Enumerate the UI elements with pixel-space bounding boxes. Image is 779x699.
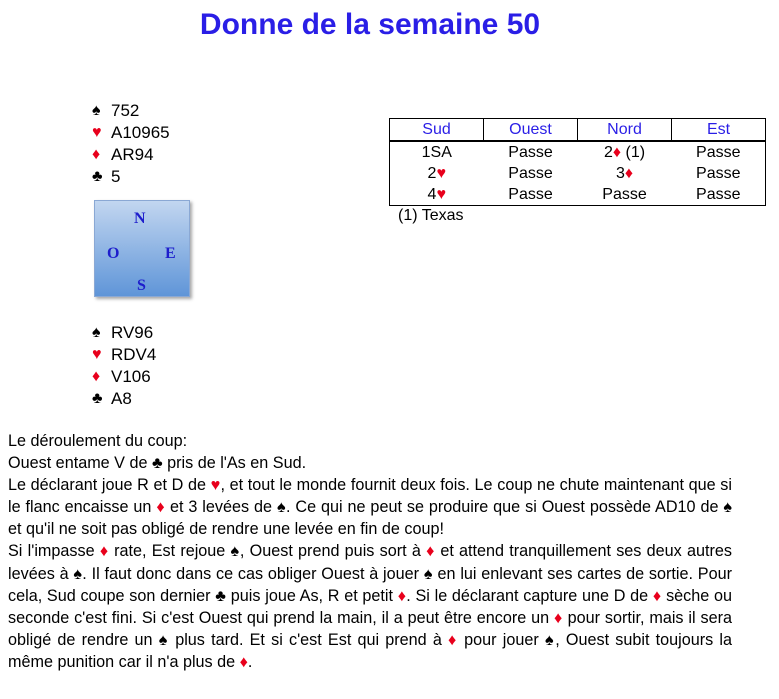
text-run: pour jouer <box>458 630 545 649</box>
diamond-icon: ♦ <box>448 630 458 649</box>
diamond-icon: ♦ <box>239 652 248 671</box>
text-run: plus tard. Et si c'est Est qui prend à <box>169 630 449 649</box>
text-run: pour sortir, mais il sera obligé de rendre un <box>8 608 732 649</box>
bid-cell: Passe <box>602 185 647 203</box>
text-run: . Il faut donc dans ce cas obliger Ouest à jouer <box>82 564 424 583</box>
spade-icon: ♠ <box>230 542 240 561</box>
bid-cell: Passe <box>672 141 766 163</box>
spade-icon: ♠ <box>158 630 170 649</box>
north-hearts-cards: A10965 <box>111 123 170 142</box>
compass-box <box>94 200 190 297</box>
bid-level: 3 <box>615 164 625 182</box>
spade-icon: ♠ <box>92 324 101 341</box>
text-run: et 3 levées de <box>165 498 277 517</box>
compass-east: E <box>165 245 176 262</box>
south-hearts-cards: RDV4 <box>111 345 157 364</box>
compass-west: O <box>107 245 120 262</box>
bid-cell <box>578 163 672 184</box>
header-est: Est <box>672 119 766 142</box>
south-diamonds <box>92 366 156 388</box>
text-run: Le déclarant joue R et D de <box>8 476 211 495</box>
diamond-icon: ♦ <box>99 542 109 561</box>
club-icon: ♣ <box>92 168 103 185</box>
north-spades-cards: 752 <box>111 101 140 120</box>
club-icon: ♣ <box>151 454 163 473</box>
compass-north: N <box>134 210 146 227</box>
north-diamonds <box>92 144 170 166</box>
bidding-row <box>390 184 766 206</box>
diamond-icon: ♦ <box>652 586 662 605</box>
north-diamonds-cards: AR94 <box>111 145 154 164</box>
compass-south: S <box>137 277 146 294</box>
north-hand <box>92 100 170 188</box>
bid-level: 2 <box>427 164 437 182</box>
bidding-note: (1) Texas <box>398 207 464 224</box>
bid-cell: Passe <box>508 185 553 203</box>
club-icon: ♣ <box>215 586 227 605</box>
text-run: Si l'impasse <box>8 542 100 561</box>
bid-cell: 1SA <box>390 141 484 163</box>
text-run: rate, Est rejoue <box>108 542 231 561</box>
header-nord: Nord <box>578 119 672 142</box>
heart-icon: ♥ <box>92 346 102 363</box>
south-hearts <box>92 344 156 366</box>
south-clubs <box>92 388 156 410</box>
text-run: puis joue As, R et petit <box>226 586 398 605</box>
text-run: pris de l'As en Sud. <box>162 454 307 473</box>
text-run: , et tout le monde fournit deux fois. Le coup ne chute maintenant que si le flanc encaisse un <box>8 476 732 517</box>
bid-cell: Passe <box>696 164 741 182</box>
south-diamonds-cards: V106 <box>111 367 151 386</box>
text-run: et qu'il ne soit pas obligé de rendre une levée en fin de coup! <box>8 520 444 539</box>
bid-cell <box>390 184 484 206</box>
narrative-paragraph <box>8 452 732 474</box>
bid-level: 4 <box>427 185 437 203</box>
bid-cell: Passe <box>696 185 741 203</box>
bidding-header-row <box>390 119 766 142</box>
bid-cell <box>390 163 484 184</box>
diamond-icon: ♦ <box>156 498 166 517</box>
north-hearts <box>92 122 170 144</box>
diamond-icon: ♦ <box>554 608 563 627</box>
south-hand <box>92 322 156 410</box>
text-run: sèche ou seconde c'est fini. Si c'est Ouest qui prend la main, il a peut être encore un <box>8 586 732 627</box>
bidding-table <box>389 118 766 206</box>
diamond-icon: ♦ <box>624 164 634 182</box>
header-ouest: Ouest <box>484 119 578 142</box>
narrative-paragraph <box>8 540 732 673</box>
text-run: en lui enlevant ses cartes de sortie. Pour cela, Sud coupe son dernier <box>8 564 732 605</box>
club-icon: ♣ <box>92 390 103 407</box>
diamond-icon: ♦ <box>92 368 101 385</box>
bid-cell <box>578 141 672 163</box>
text-run: Ouest entame V de <box>8 454 152 473</box>
bid-level: 2 <box>603 143 613 161</box>
diamond-icon: ♦ <box>426 542 436 561</box>
text-run: , Ouest subit toujours la même punition car il n'a plus de <box>8 630 732 671</box>
text-run: . Si le déclarant capture une D de <box>406 586 653 605</box>
bid-annotation: (1) <box>625 143 646 161</box>
north-clubs-cards: 5 <box>111 167 121 186</box>
narrative-paragraph <box>8 474 732 540</box>
text-run: . <box>247 652 253 671</box>
diamond-icon: ♦ <box>397 586 407 605</box>
heart-icon: ♥ <box>92 124 102 141</box>
header-sud: Sud <box>390 119 484 142</box>
diamond-icon: ♦ <box>92 146 101 163</box>
heart-icon: ♥ <box>436 185 446 203</box>
heart-icon: ♥ <box>436 164 446 182</box>
spade-icon: ♠ <box>723 498 732 517</box>
spade-icon: ♠ <box>73 564 83 583</box>
spade-icon: ♠ <box>276 498 286 517</box>
bidding-row <box>390 163 766 184</box>
south-spades <box>92 322 156 344</box>
page-title: Donne de la semaine 50 <box>199 8 541 41</box>
bidding-row <box>390 141 766 163</box>
diamond-icon: ♦ <box>612 143 622 161</box>
spade-icon: ♠ <box>92 102 101 119</box>
bid-cell: Passe <box>484 141 578 163</box>
text-run: , Ouest prend puis sort à <box>239 542 427 561</box>
south-spades-cards: RV96 <box>111 323 154 342</box>
heart-icon: ♥ <box>210 476 221 495</box>
text-run: . Ce qui ne peut se produire que si Ouest possède AD10 de <box>285 498 724 517</box>
north-spades <box>92 100 170 122</box>
south-clubs-cards: A8 <box>111 389 132 408</box>
narrative <box>8 430 732 673</box>
north-clubs <box>92 166 170 188</box>
spade-icon: ♠ <box>544 630 556 649</box>
text-run: et attend tranquillement ses deux autres levées à <box>8 542 732 583</box>
narrative-heading: Le déroulement du coup: <box>8 432 188 450</box>
spade-icon: ♠ <box>423 564 433 583</box>
bid-cell: Passe <box>508 164 553 182</box>
